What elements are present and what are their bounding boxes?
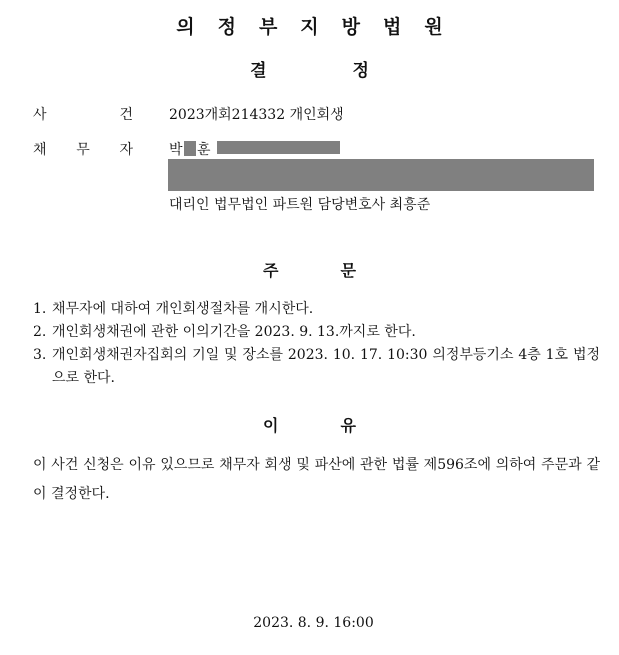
order-item-text: 개인회생채권에 관한 이의기간을 2023. 9. 13.까지로 한다. [52, 324, 416, 340]
document-title: 결정 [250, 61, 455, 81]
debtor-agent: 대리인 법무법인 파트원 담당변호사 최흥준 [169, 197, 431, 213]
order-item-1 [33, 298, 600, 321]
court-name: 의정부지방법원 [176, 16, 466, 38]
order-item-2 [33, 321, 600, 344]
decision-date: 2023. 8. 9. 16:00 [253, 615, 374, 631]
debtor-name-last: 훈 [197, 142, 211, 158]
debtor-label [33, 139, 133, 159]
debtor-label-char-2: 무 [76, 142, 90, 158]
redaction-name-middle [184, 141, 196, 156]
order-item-text: 개인회생채권자집회의 기일 및 장소를 2023. 10. 17. 10:30 의정부등기소 4층 1호 법정으로 한다. [52, 347, 600, 386]
case-label-char-2: 건 [119, 107, 133, 123]
order-item-number: 2. [33, 324, 47, 340]
debtor-label-char-1: 채 [33, 142, 47, 158]
case-label-char-1: 사 [33, 107, 47, 123]
redaction-address [168, 159, 594, 191]
case-number: 2023개회214332 개인회생 [169, 107, 344, 123]
order-item-number: 1. [33, 301, 47, 317]
case-label [33, 104, 133, 124]
reason-text: 이 사건 신청은 이유 있으므로 채무자 회생 및 파산에 관한 법률 제596조에 의하여 주문과 같이 결정한다. [33, 457, 600, 502]
order-heading: 주문 [263, 261, 418, 280]
order-item-number: 3. [33, 347, 47, 363]
order-item-3 [33, 344, 600, 390]
order-list [33, 298, 600, 390]
redaction-name-suffix [217, 141, 340, 154]
order-item-text: 채무자에 대하여 개인회생절차를 개시한다. [52, 301, 314, 317]
debtor-label-char-3: 자 [119, 142, 133, 158]
debtor-name-first: 박 [169, 142, 183, 158]
reason-heading: 이유 [263, 416, 418, 435]
